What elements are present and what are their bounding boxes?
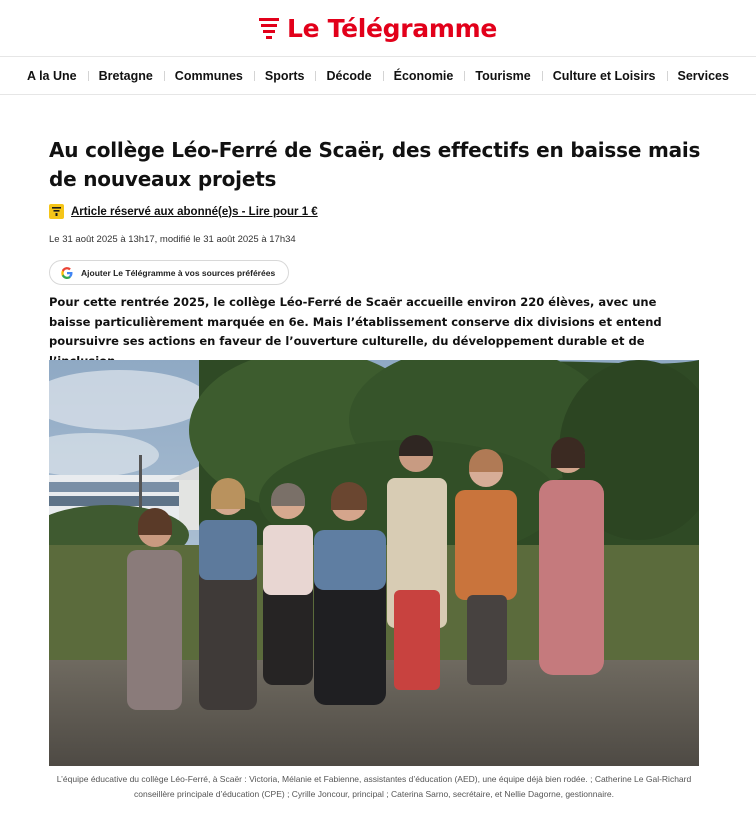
nav-item-services[interactable]: Services — [667, 69, 740, 83]
nav-item-tourisme[interactable]: Tourisme — [464, 69, 541, 83]
nav-item-sports[interactable]: Sports — [254, 69, 316, 83]
article-headline: Au collège Léo-Ferré de Scaër, des effectifs en baisse mais de nouveaux projets — [49, 138, 701, 191]
nav-item-decode[interactable]: Décode — [315, 69, 382, 83]
telegramme-logo-icon — [259, 17, 279, 39]
nav-item-communes[interactable]: Communes — [164, 69, 254, 83]
article — [49, 136, 709, 371]
add-google-source-label: Ajouter Le Télégramme à vos sources préférées — [81, 267, 276, 278]
nav-item-economie[interactable]: Économie — [383, 69, 465, 83]
nav-item-bretagne[interactable]: Bretagne — [88, 69, 164, 83]
logo-text: Le Télégramme — [286, 13, 498, 43]
google-icon — [61, 267, 73, 279]
premium-banner — [49, 204, 709, 219]
team-photo-illustration — [49, 360, 699, 766]
article-photo[interactable] — [49, 360, 699, 766]
photo-caption: L’équipe éducative du collège Léo-Ferré, à Scaër : Victoria, Mélanie et Fabienne, assistantes d’éducation (AED), une équipe déjà bien rodée. ; Catherine Le Gal-Richard conseillère principale d’éducation (CPE) ; Cyrille Joncour, principal ; Caterina Sarno, secrétaire, et Nellie Dagorne, gestionnaire. — [56, 774, 692, 799]
add-google-source-button[interactable] — [49, 260, 289, 285]
article-chapo: Pour cette rentrée 2025, le collège Léo-Ferré de Scaër accueille environ 220 élèves, avec une baisse particulièrement marquée en 6e. Mais l’établissement conserve dix divisions et entend poursuivre ses actions en faveur de l’ouverture culturelle, du développement durable et de — [49, 295, 662, 348]
premium-badge-icon — [49, 204, 64, 219]
nav-item-culture-et-loisirs[interactable]: Culture et Loisirs — [542, 69, 667, 83]
main-nav — [0, 57, 756, 95]
nav-item-a-la-une[interactable]: A la Une — [27, 68, 77, 83]
article-dateline: Le 31 août 2025 à 13h17, modifié le 31 août 2025 à 17h34 — [49, 234, 296, 245]
premium-link[interactable]: Article réservé aux abonné(e)s - Lire pour 1 € — [71, 205, 318, 218]
site-logo[interactable] — [259, 14, 497, 43]
masthead — [0, 0, 756, 57]
